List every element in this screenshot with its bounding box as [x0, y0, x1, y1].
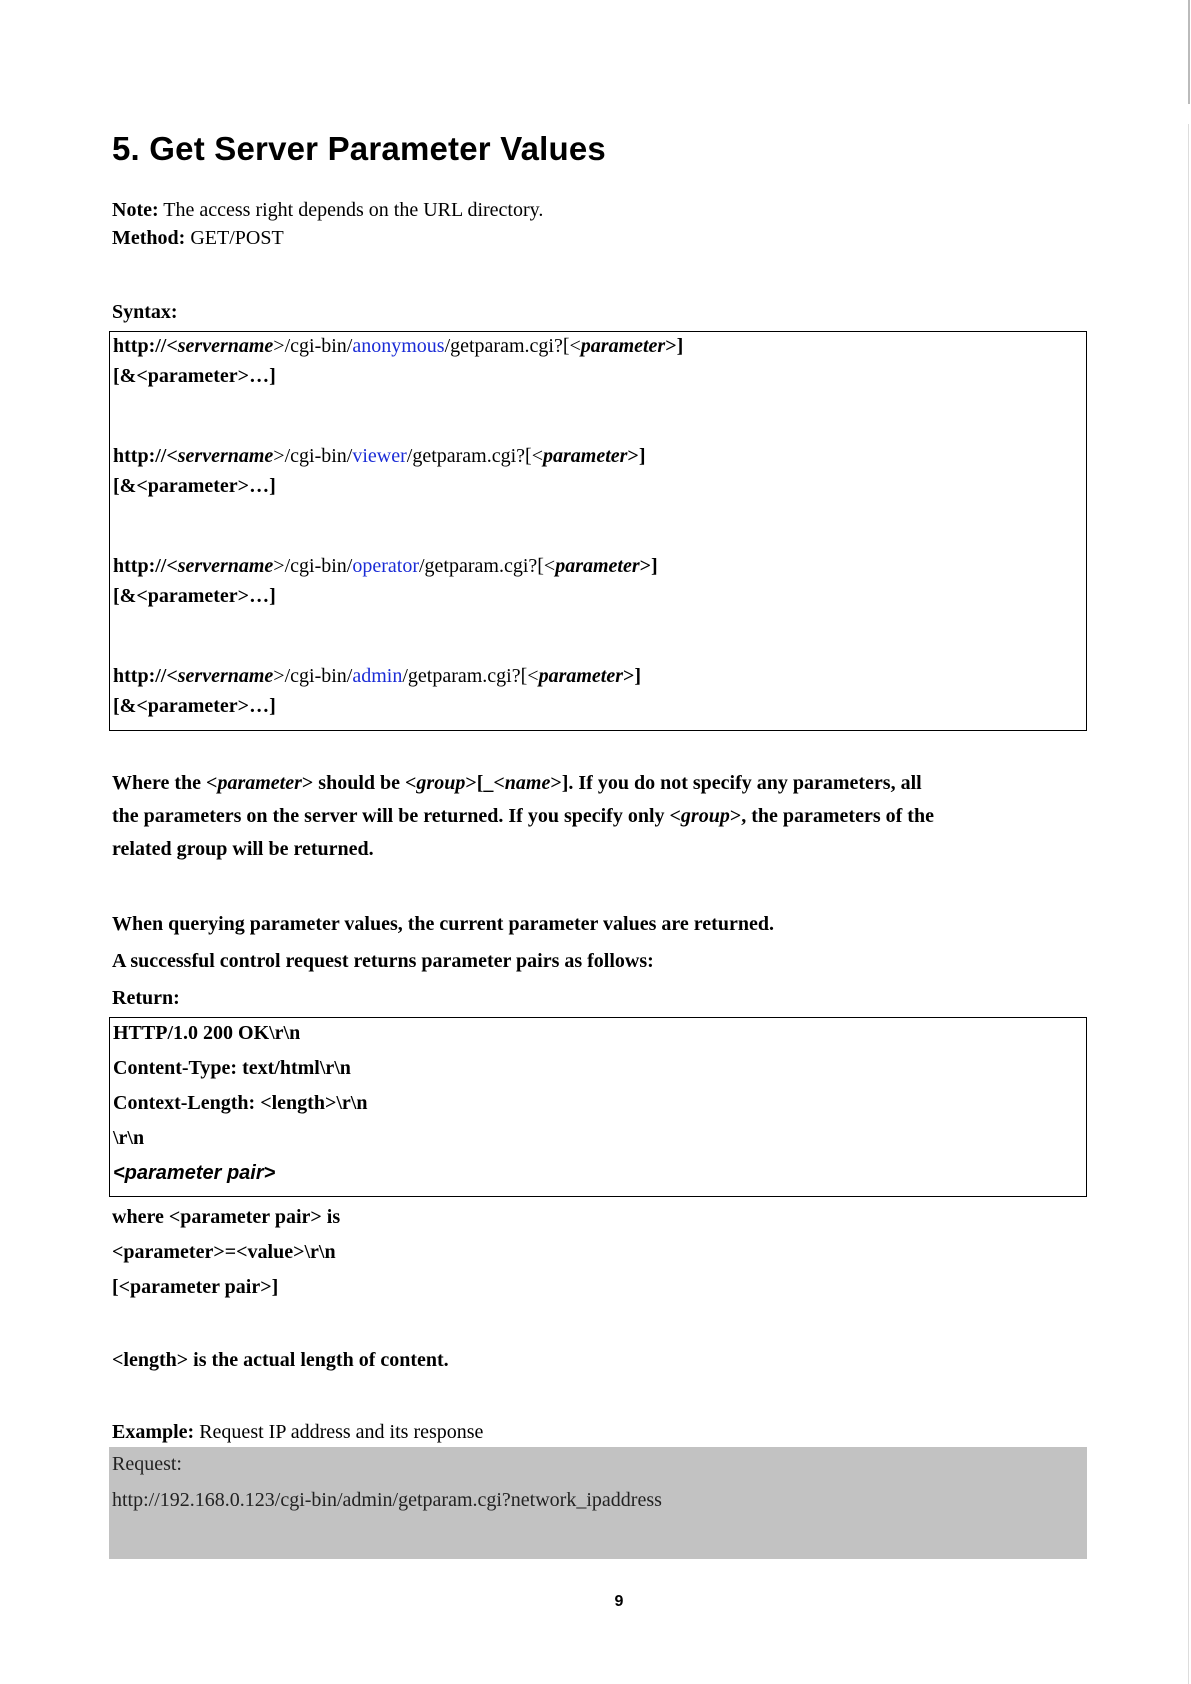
length-note: <length> is the actual length of content. — [112, 1349, 449, 1371]
syntax-box — [109, 331, 1087, 731]
dir-admin-link: admin — [352, 665, 403, 687]
dir-operator-link: operator — [352, 555, 419, 577]
example-label: Example: — [112, 1421, 195, 1443]
where-line-2: the parameters on the server will be returned. If you specify only <group>, the parameters of the — [112, 805, 934, 827]
return-line: Content-Type: text/html\r\n — [113, 1057, 351, 1079]
pair-def-line: <parameter>=<value>\r\n — [112, 1241, 336, 1263]
syntax-url-operator: http://<servername>/cgi-bin/operator/getparam.cgi?[<parameter>] — [113, 555, 658, 577]
note-text: The access right depends on the URL directory. — [158, 199, 544, 221]
dir-viewer-link: viewer — [352, 445, 407, 467]
method-line — [112, 224, 284, 252]
page-number: 9 — [614, 1593, 624, 1610]
syntax-continuation: [&<parameter>…] — [113, 475, 276, 497]
note-label: Note: — [112, 199, 159, 221]
where-line-1: Where the <parameter> should be <group>[_<name>]. If you do not specify any parameters, all — [112, 772, 922, 794]
dir-anonymous-link: anonymous — [352, 335, 445, 357]
syntax-label: Syntax: — [112, 301, 178, 323]
syntax-continuation: [&<parameter>…] — [113, 695, 276, 717]
syntax-continuation: [&<parameter>…] — [113, 585, 276, 607]
method-label: Method: — [112, 227, 186, 249]
query-line: When querying parameter values, the current parameter values are returned. — [112, 913, 774, 935]
syntax-url-viewer: http://<servername>/cgi-bin/viewer/getparam.cgi?[<parameter>] — [113, 445, 646, 467]
note-line — [112, 196, 543, 224]
return-parameter-pair: <parameter pair> — [113, 1162, 276, 1184]
return-box — [109, 1017, 1087, 1197]
syntax-url-anonymous: http://<servername>/cgi-bin/anonymous/getparam.cgi?[<parameter>] — [113, 335, 684, 357]
page-edge-mark — [1188, 0, 1190, 104]
where-line-3: related group will be returned. — [112, 838, 374, 860]
return-line: HTTP/1.0 200 OK\r\n — [113, 1022, 301, 1044]
page-edge-line — [1188, 124, 1189, 1684]
section-title: 5. Get Server Parameter Values — [112, 130, 606, 167]
request-label: Request: — [112, 1453, 182, 1475]
return-label: Return: — [112, 987, 180, 1009]
pair-def-line: where <parameter pair> is — [112, 1206, 341, 1228]
example-line — [112, 1418, 483, 1446]
request-url: http://192.168.0.123/cgi-bin/admin/getparam.cgi?network_ipaddress — [112, 1489, 662, 1511]
return-line: \r\n — [113, 1127, 145, 1149]
success-line: A successful control request returns parameter pairs as follows: — [112, 950, 654, 972]
example-text: Request IP address and its response — [194, 1421, 484, 1443]
syntax-url-admin: http://<servername>/cgi-bin/admin/getparam.cgi?[<parameter>] — [113, 665, 642, 687]
example-request-box — [109, 1447, 1087, 1559]
return-line: Context-Length: <length>\r\n — [113, 1092, 368, 1114]
method-text: GET/POST — [185, 227, 284, 249]
syntax-continuation: [&<parameter>…] — [113, 365, 276, 387]
pair-def-line: [<parameter pair>] — [112, 1276, 279, 1298]
